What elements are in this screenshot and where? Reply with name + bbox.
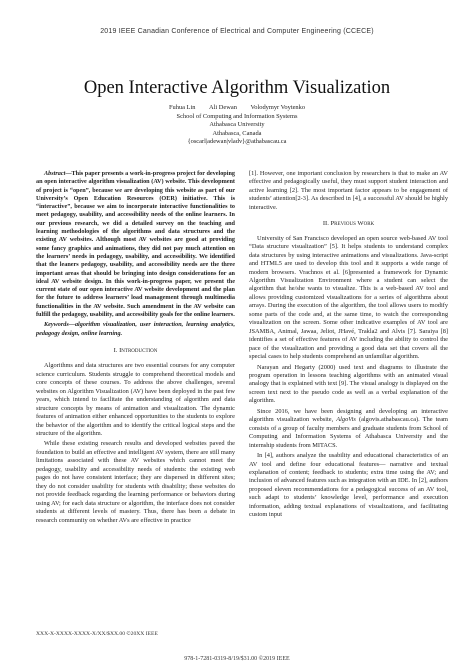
author-location: Athabasca, Canada <box>212 129 262 137</box>
algovis-paragraph <box>249 408 448 450</box>
intro-paragraph: Algorithms and data structures are two essential courses for any computer science curriculum. Students struggle to comprehend theoretical models and core concepts of these courses. To address the above challenges, several websites on Algorithm Visualization (AV) have been deployed in the past few years, which intend to facilitate the understanding of algorithm and data structure concepts by means of animation and visualization. The dynamic features of animation either enhanced opportunities to the students to explore the behavior of the algorithm and to identify the critical logical steps and the structure of the algorithm. <box>36 362 235 438</box>
algovis-name: AlgoVis <box>336 416 356 424</box>
isbn-footer: 978-1-7281-0319-8/19/$31.00 ©2019 IEEE <box>184 656 290 662</box>
previous-work-paragraph: University of San Francisco developed an open source web-based AV tool “Data structure visualization” [5]. It helps students to understand complex data structures by using interactive animations and visualizations. Java-script and HTML5 are used to develop this tool and it supports a wide range of modern browsers. Vrachnos et al. [6]presented a framework for Dynamic Algorithm Visualization Environment where a student can select the algorithm that he/she wants to visualize. This is a web-based AV tool and allows providing customized visualizations for a series of algorithms about arrays. During the execution of the algorithm, the tool allows users to modify some parts of the code and, at the same time, to watch the corresponding visualization on the screen. Some other indicative examples of AV tool are JSAMBA, Animal, Jawaa, Jeliot, JHavé, Trakla2 and Alvis [7]. Saraiya [8] identifies a set of effective features of AV including the ability to control the pace of the visualization and providing a good data set that covers all the special cases to help students comprehend an unfamiliar algorithm. <box>249 234 448 361</box>
previous-work-paragraph: In [4], authors analyze the usability and educational characteristics of an AV tool and define four educational features— narrative and textual explanation of content; feedback to students; extra time using the AV; and inclusion of advanced features such as integration with an IDE. In [2], authors proposed eleven recommendations for a pedagogical success of an AV tool, such adapt to students’ knowledge level, performance and execution information, adding textual explanations of visualizations, and facilitating custom input <box>249 452 448 519</box>
keywords-text: —algorithm visualization, user interaction, learning analytics, pedagogy design, online learning. <box>36 321 235 337</box>
previous-work-paragraph: Narayan and Hegarty (2000) used text and diagrams to illustrate the program operation in lessons teaching algorithms with an animated visual analogy that is explained with text [9]. The visual analogy is displayed on the screen text next to the pseudo code as well as a verbal explanation of the algorithm. <box>249 363 448 405</box>
section-heading-previous-work: II. Previous Work <box>322 220 375 228</box>
author-name: Fuhua Lin <box>168 104 196 111</box>
right-column <box>249 170 448 522</box>
keywords-lead: Keywords <box>44 321 69 329</box>
left-column <box>36 170 235 527</box>
author-email: {oscarl|adewan|vladv}@athabascau.ca <box>187 138 287 146</box>
keywords <box>36 321 235 338</box>
conference-header: 2019 IEEE Canadian Conference of Electrical and Computer Engineering (CCECE) <box>100 28 374 35</box>
intro-continuation-paragraph: [1]. However, one important conclusion by researchers is that to make an AV effective and pedagogically useful, they must support student interaction and active learning [2]. The most important factor appears to be engagement of students’ attention[2-3]. As described in [4], a successful AV should be highly interactive. <box>249 170 448 211</box>
abstract <box>36 170 235 319</box>
section-heading-introduction: I. Introduction <box>113 346 158 354</box>
algovis-text-before: Since 2016, we have been designing and developing an interactive algorithm visualization website, <box>249 407 448 424</box>
author-name: Volodymyr Voytenko <box>250 104 306 111</box>
abstract-text: —This paper presents a work-in-progress project for developing an open interactive algorithm visualization (AV) website. This development of project is “open”, because we are developing this website as part of our University’s Open Education Resources (OER) initiative. This is “interactive”, because we aim to incorporate interactive functionalities to meet pedagogy, usability, and accessibility needs of the online learners. In our previous research, we did a detailed survey on the teaching and learning methodologies of the algorithms and data structures and the existing AV websites. Although most AV websites are good at providing some fancy graphics and animations, they did not pay much attention on the learners’ needs in pedagogy, usability, and accessibility. We identified that the leaners pedagogy, usability, and accessibility needs are the three important areas that should be bringing into design considerations for an ideal AV website design. In this work-in-progress paper, we present the current state of our open interactive AV website development and the plan for the future to address learners’ load management through multimedia functionalities in the AV website. Such amendment in the AV website can fulfill the pedagogy, usability, and accessibility goals for the online learners. <box>36 170 235 319</box>
algovis-text-after: (algovis.athabascau.ca). The team consists of a group of faculty members and graduate students from School of Computing and Information Systems of Athabasca University and the internship students from MITACS. <box>249 416 448 449</box>
author-names <box>0 104 474 113</box>
copyright-placeholder: XXX-X-XXXX-XXXX-X/XX/$XX.00 ©20XX IEEE <box>36 631 158 637</box>
author-affiliation: School of Computing and Information Systems <box>176 112 298 120</box>
intro-paragraph: While these existing research results and developed websites paved the foundation to build an effective and intelligent AV system, there are still many limitations associated with these AV websites which cannot meet the pedagogy, usability and accessibility needs of students: the existing web pages do not have consistent interface; they are dispersed in different sites; they do not consider usability for students with disability; these websites do not provide feedback regarding the learning performance or behaviors during using AV; for each data structure or algorithm, the interface does not consider students at different levels of mastery. Thus, there has been a debate in research community on whether AVs are effective in practice <box>36 440 235 524</box>
abstract-lead: Abstract <box>44 170 66 177</box>
author-name: Ali Dewan <box>209 104 237 111</box>
author-university: Athabasca University <box>209 121 265 129</box>
paper-title: Open Interactive Algorithm Visualization <box>83 78 391 98</box>
author-block <box>0 104 474 147</box>
